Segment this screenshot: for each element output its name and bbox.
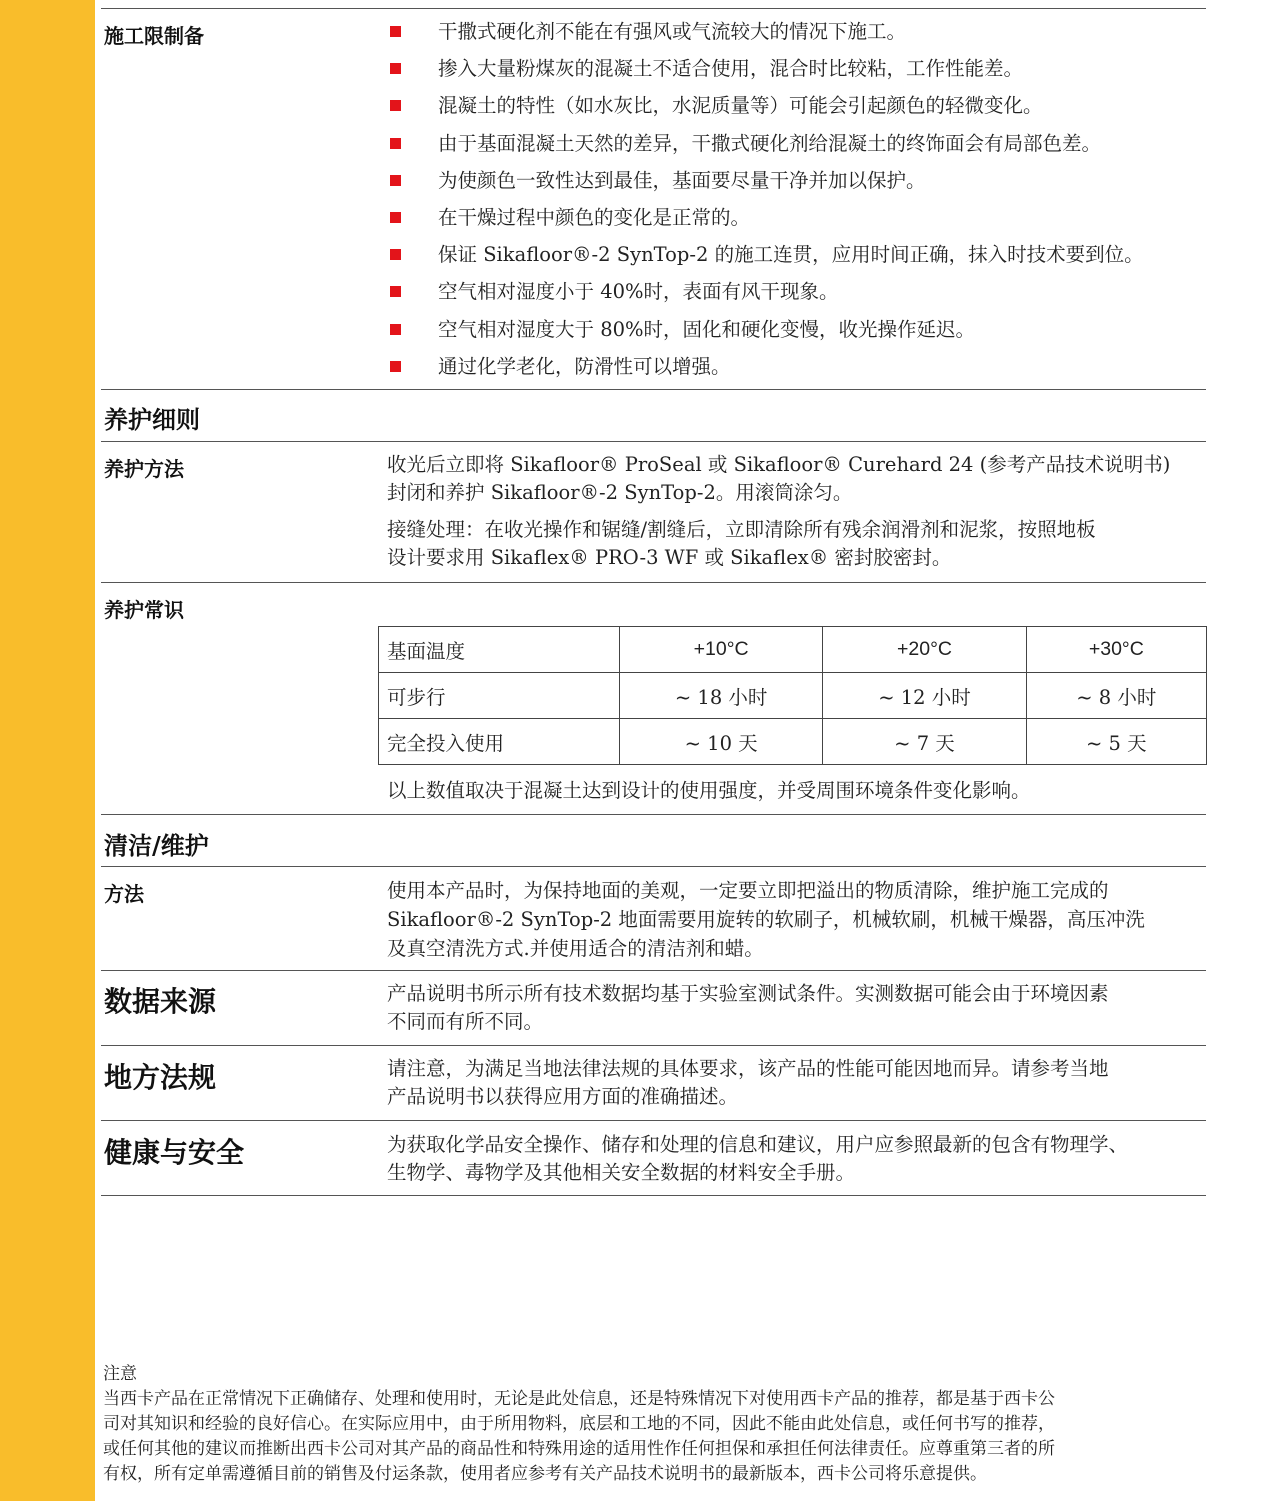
list-item: 掺入大量粉煤灰的混凝土不适合使用，混合时比较粘，工作性能差。 — [388, 54, 1198, 91]
bullet-square-icon — [390, 212, 401, 223]
cleaning-section-title: 清洁/维护 — [104, 831, 209, 860]
list-item: 通过化学老化，防滑性可以增强。 — [388, 352, 1198, 389]
divider — [101, 1045, 1206, 1046]
bullet-square-icon — [390, 63, 401, 74]
table-cell: 完全投入使用 — [379, 719, 620, 765]
table-cell: ~ 8 小时 — [1026, 673, 1206, 719]
curing-knowledge-label: 养护常识 — [104, 598, 184, 622]
curing-method-text: 收光后立即将 Sikafloor® ProSeal 或 Sikafloor® Curehard 24 (参考产品技术说明书) 封闭和养护 Sikafloor®-2 SynTop-2。用滚筒涂匀。 接缝处理：在收光操作和锯缝/割缝后，立即清除所有残余润滑剂和泥浆，按照地板 设计要求用 Sikaflex® PRO-3 WF 或 Sikaflex® 密封胶密封。 — [387, 453, 1171, 569]
local-regulations-text: 请注意，为满足当地法律法规的具体要求，该产品的性能可能因地而异。请参考当地 产品说明书以获得应用方面的准确描述。 — [387, 1057, 1109, 1108]
table-row — [379, 719, 1207, 765]
legal-notice: 注意 当西卡产品在正常情况下正确储存、处理和使用时，无论是此处信息，还是特殊情况下对使用西卡产品的推荐，都是基于西卡公 司对其知识和经验的良好信心。在实际应用中，由于所用物料，底层和工地的不同，因此不能由此处信息，或任何书写的推荐， 或任何其他的建议而推断出西卡公司对其产品的商品性和特殊用途的适用性作任何担保和承担任何法律责任。应尊重第三者的所 有权，所有定单需遵循目前的销售及付运条款，使用者应参考有关产品技术说明书的最新版本，西卡公司将乐意提供。 — [103, 1362, 1198, 1487]
table-cell: ~ 18 小时 — [620, 673, 823, 719]
brand-sidebar-strip — [0, 0, 95, 1501]
health-safety-text: 为获取化学品安全操作、储存和处理的信息和建议，用户应参照最新的包含有物理学、 生物学、毒物学及其他相关安全数据的材料安全手册。 — [387, 1133, 1129, 1184]
limitations-list — [388, 17, 1198, 389]
data-source-text: 产品说明书所示所有技术数据均基于实验室测试条件。实测数据可能会由于环境因素 不同而有所不同。 — [387, 982, 1109, 1033]
list-item: 空气相对湿度大于 80%时，固化和硬化变慢，收光操作延迟。 — [388, 315, 1198, 352]
divider — [101, 582, 1206, 583]
list-item: 混凝土的特性（如水灰比，水泥质量等）可能会引起颜色的轻微变化。 — [388, 91, 1198, 128]
health-safety-label: 健康与安全 — [104, 1136, 245, 1169]
list-item: 为使颜色一致性达到最佳，基面要尽量干净并加以保护。 — [388, 166, 1198, 203]
curing-section-title: 养护细则 — [104, 405, 200, 434]
divider — [101, 970, 1206, 971]
divider — [101, 1120, 1206, 1121]
table-header-cell: +10°C — [620, 627, 823, 673]
divider — [101, 389, 1206, 390]
cleaning-method-label: 方法 — [104, 882, 144, 906]
curing-method-label: 养护方法 — [104, 457, 184, 481]
limitations-label: 施工限制备 — [104, 24, 204, 48]
bullet-square-icon — [390, 138, 401, 149]
divider — [101, 441, 1206, 442]
list-item: 由于基面混凝土天然的差异，干撒式硬化剂给混凝土的终饰面会有局部色差。 — [388, 129, 1198, 166]
table-row — [379, 673, 1207, 719]
table-header-cell: +20°C — [823, 627, 1026, 673]
bullet-square-icon — [390, 175, 401, 186]
curing-table-note: 以上数值取决于混凝土达到设计的使用强度，并受周围环境条件变化影响。 — [387, 779, 1031, 802]
bullet-square-icon — [390, 26, 401, 37]
divider — [101, 814, 1206, 815]
notice-title: 注意 — [103, 1364, 137, 1384]
divider — [101, 8, 1206, 9]
table-header-cell: +30°C — [1026, 627, 1206, 673]
table-cell: 可步行 — [379, 673, 620, 719]
table-header-cell: 基面温度 — [379, 627, 620, 673]
bullet-square-icon — [390, 324, 401, 335]
table-cell: ~ 7 天 — [823, 719, 1026, 765]
bullet-square-icon — [390, 286, 401, 297]
table-cell: ~ 12 小时 — [823, 673, 1026, 719]
table-cell: ~ 10 天 — [620, 719, 823, 765]
data-source-label: 数据来源 — [104, 985, 217, 1018]
list-item: 在干燥过程中颜色的变化是正常的。 — [388, 203, 1198, 240]
table-row — [379, 627, 1207, 673]
bullet-square-icon — [390, 361, 401, 372]
bullet-square-icon — [390, 249, 401, 260]
curing-table — [378, 626, 1207, 765]
divider — [101, 866, 1206, 867]
table-cell: ~ 5 天 — [1026, 719, 1206, 765]
list-item: 干撒式硬化剂不能在有强风或气流较大的情况下施工。 — [388, 17, 1198, 54]
divider — [101, 1195, 1206, 1196]
list-item: 空气相对湿度小于 40%时，表面有风干现象。 — [388, 277, 1198, 314]
local-regulations-label: 地方法规 — [104, 1061, 217, 1094]
cleaning-method-text: 使用本产品时，为保持地面的美观，一定要立即把溢出的物质清除，维护施工完成的 Sikafloor®-2 SynTop-2 地面需要用旋转的软刷子，机械软刷，机械干燥器，高压冲洗 及真空清洗方式.并使用适合的清洁剂和蜡。 — [387, 879, 1145, 960]
list-item: 保证 Sikafloor®-2 SynTop-2 的施工连贯，应用时间正确，抹入时技术要到位。 — [388, 240, 1198, 277]
bullet-square-icon — [390, 100, 401, 111]
